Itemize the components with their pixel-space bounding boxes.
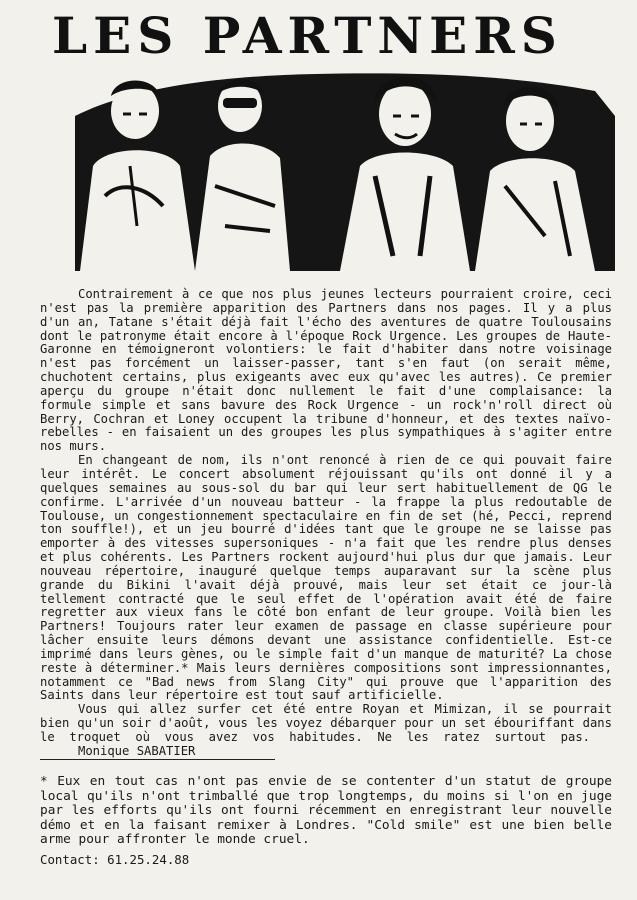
article-paragraph-1: Contrairement à ce que nos plus jeunes lecteurs pourraient croire, ceci n'est pas la première apparition des Partners dans nos pages. Il y a plus d'un an, Tatane s'était déjà fait l'écho des aventures de quatre Toulousains dont le patronyme était encore à l'époque Rock Urgence. Les groupes de Haute-Garonne en témoigneront volontiers: le fait d'habiter dans notre voisinage n'est pas forcément un laisser-passer, tant s'en faut (on serait même, chuchotent certains, plus exigeants avec eux qu'avec les autres). Ce premier aperçu du groupe n'était donc nullement le fait d'une complaisance: la formule simple et sans bavure des Rock Urgence - un rock'n'roll direct où Berry, Cochran et Loney occupent la tribune d'honneur, et des textes naïvo-rebelles - en faisaient un des groupes les plus sympathiques à s'agiter entre nos murs. bbox=[40, 287, 612, 454]
article-paragraph-3 bbox=[40, 703, 612, 759]
article-paragraph-2: En changeant de nom, ils n'ont renoncé à rien de ce qui pouvait faire leur intérêt. Le concert absolument réjouissant qu'ils ont donné il y a quelques semaines au sous-sol du bar qui leur sert habituellement de QG le confirme. L'arrivée d'un nouveau batteur - la frappe la plus redoutable de Toulouse, un congestionnement spectaculaire en fin de set (hé, Pecci, reprend ton souffle!), et un jeu bourré d'idées tant que le groupe ne se laisse pas emporter à des vitesses supersoniques - n'a fait que les rendre plus denses et plus cohérents. Les Partners rockent aujourd'hui plus dur que jamais. Leur nouveau répertoire, inauguré quelque temps auparavant sur la scène plus grande du Bikini l'avait déjà prouvé, mais leur set était ce jour-là tellement contracté que le seul effet de l'opération avait été de faire regretter aux vieux fans le côté bon enfant de leur groupe. Voilà bien les Partners! Toujours rater leur examen de passage en classe supérieure pour lâcher ensuite leurs démons devant une assistance confidentielle. Est-ce imprimé dans leurs gènes, ou le simple fait d'un manque de maturité? La chose reste à déterminer.* Mais leurs dernières compositions sont impressionnantes, notamment ce "Bad news from Slang City" qui prouve que l'apparition des Saints dans leur répertoire est tout sauf artificielle. bbox=[40, 453, 612, 703]
footnote bbox=[40, 775, 612, 848]
author-signature: Monique SABATIER bbox=[40, 745, 275, 760]
footnote-text: * Eux en tout cas n'ont pas envie de se contenter d'un statut de groupe local qu'ils n'ont trimballé que trop longtemps, du moins si l'on en juge par les efforts qu'ils ont fourni récemment en enregistrant leur nouvelle démo et en la faisant remixer à Londres. "Cold smile" est une bien belle arme pour affronter le monde cruel. bbox=[40, 774, 612, 848]
band-photo bbox=[75, 56, 615, 271]
contact-line: Contact: 61.25.24.88 bbox=[40, 852, 190, 867]
article-paragraph-3-text: Vous qui allez surfer cet été entre Royan et Mimizan, il se pourrait bien qu'un soir d'août, vous les voyez débarquer pour un set ébouriffant dans le troquet où vous avez vos habitudes. Ne les ratez surtout pas. bbox=[40, 702, 612, 744]
article-title: LES PARTNERS bbox=[52, 6, 563, 65]
article-body bbox=[40, 288, 612, 760]
